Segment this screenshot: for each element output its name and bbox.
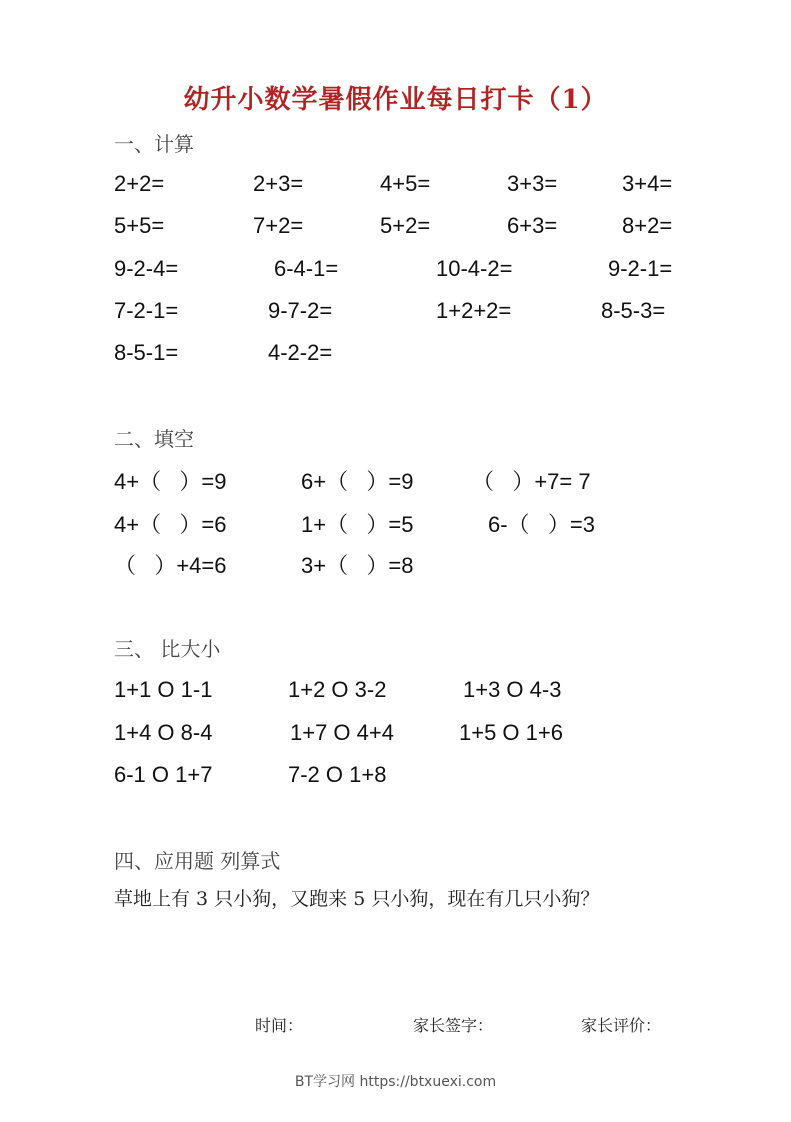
calc-item: 2+3= — [253, 171, 304, 196]
fill-item: 4+（ ）=6 — [114, 512, 227, 537]
parent-evaluation-label: 家长评价： — [581, 1016, 662, 1035]
calc-item: 9-2-4= — [114, 256, 179, 281]
section-heading-calculation: 一、计算 — [114, 132, 194, 156]
compare-item: 6-1 O 1+7 — [114, 762, 213, 787]
compare-item: 1+1 O 1-1 — [114, 677, 213, 702]
calc-item: 5+2= — [380, 213, 431, 238]
fill-item: （ ）+7= 7 — [472, 469, 591, 494]
parent-signature-label: 家长签字： — [413, 1016, 494, 1035]
fill-item: 6-（ ）=3 — [488, 512, 595, 537]
calc-item: 4+5= — [380, 171, 431, 196]
page-title: 幼升小数学暑假作业每日打卡（1） — [183, 85, 608, 115]
calc-item: 8-5-3= — [601, 298, 666, 323]
fill-item: （ ）+4=6 — [114, 553, 227, 578]
calc-item: 9-7-2= — [268, 298, 333, 323]
calc-item: 8-5-1= — [114, 340, 179, 365]
calc-item: 5+5= — [114, 213, 165, 238]
calc-item: 1+2+2= — [436, 298, 512, 323]
calc-item: 9-2-1= — [608, 256, 673, 281]
calc-item: 3+3= — [507, 171, 558, 196]
calc-item: 7+2= — [253, 213, 304, 238]
calc-item: 7-2-1= — [114, 298, 179, 323]
fill-item: 1+（ ）=5 — [301, 512, 414, 537]
calc-item: 8+2= — [622, 213, 673, 238]
calc-item: 10-4-2= — [436, 256, 513, 281]
compare-item: 1+7 O 4+4 — [290, 720, 394, 745]
section-heading-fill-blank: 二、填空 — [114, 427, 194, 451]
calc-item: 3+4= — [622, 171, 673, 196]
compare-item: 1+3 O 4-3 — [463, 677, 562, 702]
section-heading-word-problem: 四、应用题 列算式 — [114, 849, 281, 873]
compare-item: 1+2 O 3-2 — [288, 677, 387, 702]
time-label: 时间： — [255, 1016, 304, 1035]
calc-item: 6+3= — [507, 213, 558, 238]
calc-item: 4-2-2= — [268, 340, 333, 365]
section-heading-compare: 三、 比大小 — [114, 637, 221, 661]
fill-item: 3+（ ）=8 — [301, 553, 414, 578]
footer-watermark: BT学习网 https://btxuexi.com — [294, 1074, 497, 1090]
compare-item: 1+5 O 1+6 — [459, 720, 563, 745]
compare-item: 1+4 O 8-4 — [114, 720, 213, 745]
calc-item: 6-4-1= — [274, 256, 339, 281]
fill-item: 6+（ ）=9 — [301, 469, 414, 494]
word-problem-text: 草地上有 3 只小狗，又跑来 5 只小狗，现在有几只小狗？ — [114, 888, 600, 910]
calc-item: 2+2= — [114, 171, 165, 196]
fill-item: 4+（ ）=9 — [114, 469, 227, 494]
compare-item: 7-2 O 1+8 — [288, 762, 387, 787]
